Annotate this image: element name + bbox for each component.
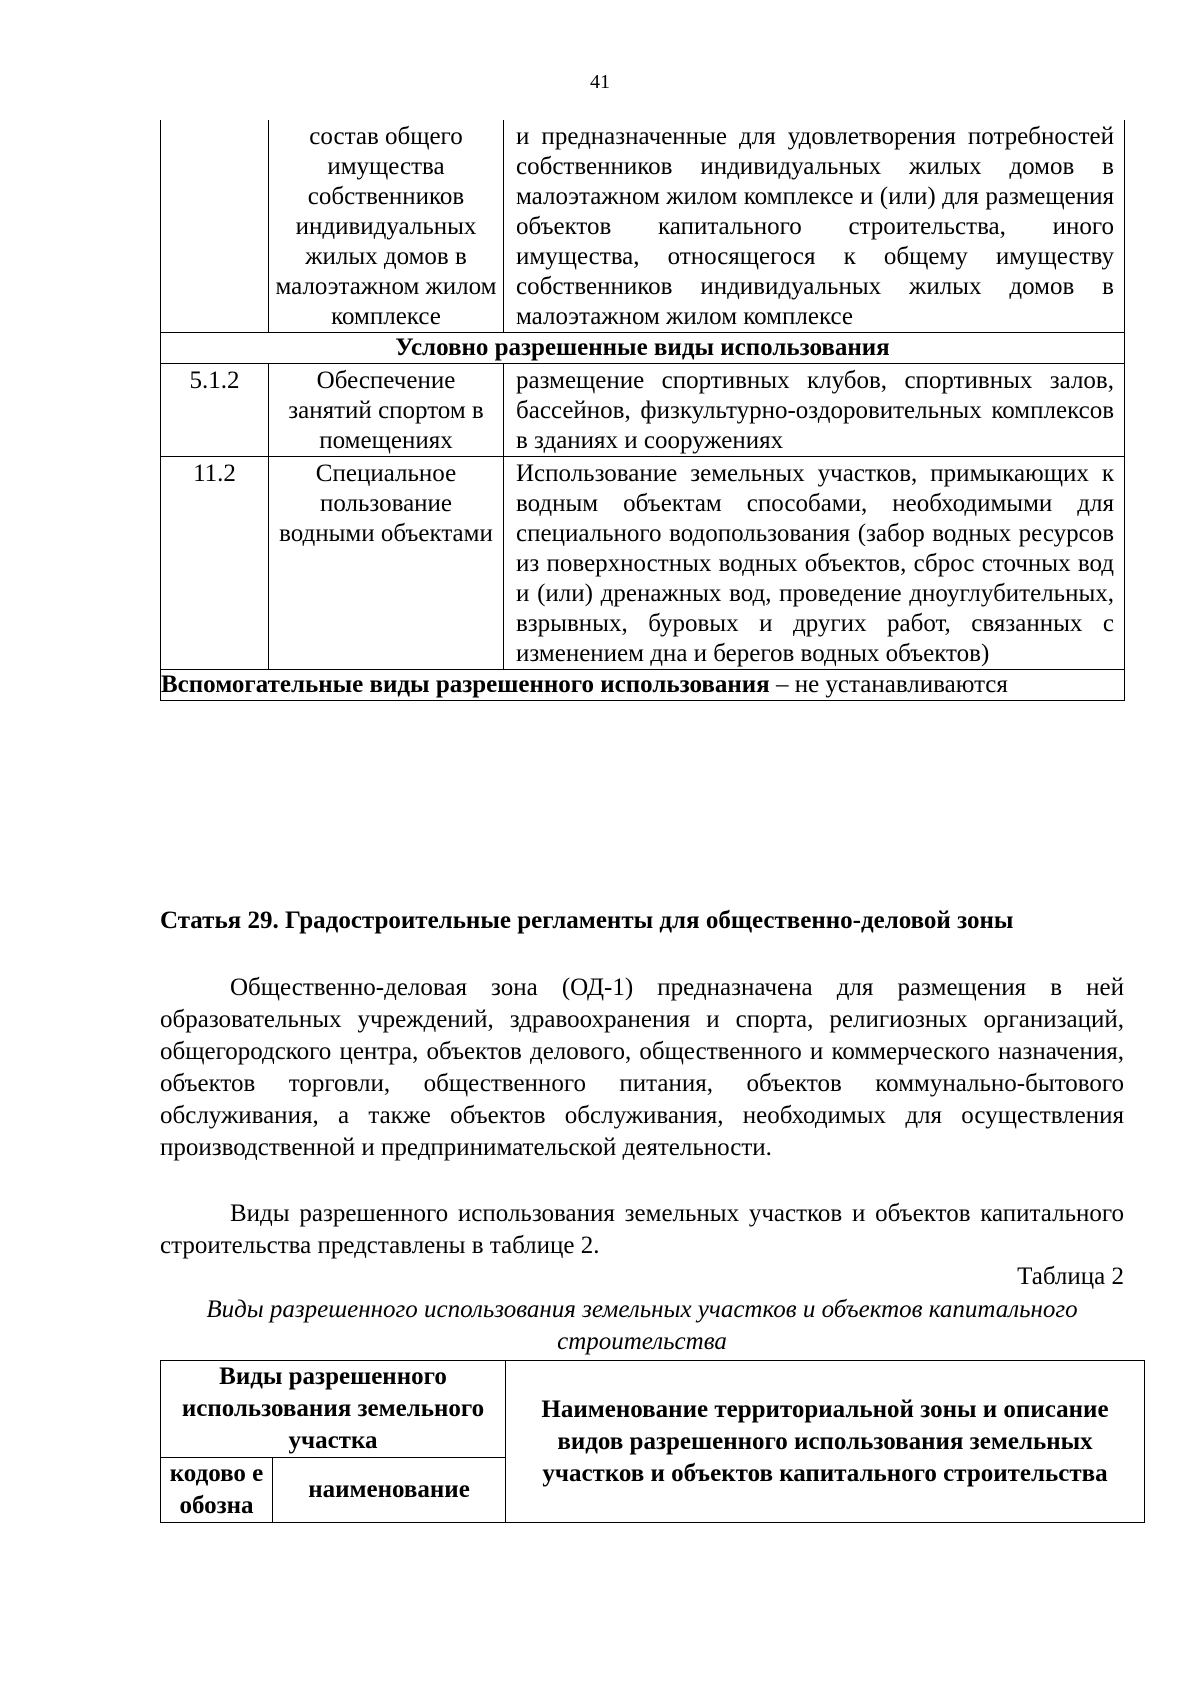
header-land-use-group: Виды разрешенного использования земельного участка (161, 1361, 506, 1458)
description-cell: размещение спортивных клубов, спортивных залов, бассейнов, физкультурно-оздоровительных комплексов в зданиях и сооружениях (504, 364, 1125, 457)
page-number: 41 (590, 71, 610, 93)
table-row (161, 457, 1125, 670)
auxiliary-uses-note (161, 670, 1125, 701)
description-cell: Использование земельных участков, примыкающих к водным объектам способами, необходимыми для специального водопользования (забор водных ресурсов из поверхностных водных объектов, сброс сточных вод и (или) дренажных вод, проведение дноуглубительных, взрывных, буровых и других работ, связанных с изменением дна и берегов водных объектов) (504, 457, 1125, 670)
header-name: наименование (273, 1458, 506, 1523)
article-title: Статья 29. Градостроительные регламенты для общественно-деловой зоны (160, 907, 1014, 934)
header-zone-description: Наименование территориальной зоны и описание видов разрешенного использования земельных участков и объектов капитального строительства (506, 1361, 1145, 1523)
description-cell: и предназначенные для удовлетворения потребностей собственников индивидуальных жилых домов в малоэтажном жилом комплексе и (или) для размещения объектов капитального строительства, иного имущества, относящегося к общему имуществу собственников индивидуальных жилых домов в малоэтажном жилом комплексе (504, 120, 1125, 333)
land-use-table-2 (160, 1360, 1145, 1523)
table-row (161, 364, 1125, 457)
name-cell: Специальное пользование водными объектами (269, 457, 504, 670)
code-cell: 11.2 (161, 457, 269, 670)
name-cell: состав общего имущества собственников индивидуальных жилых домов в малоэтажном жилом комплексе (269, 120, 504, 333)
article-paragraph-2: Виды разрешенного использования земельных участков и объектов капитального строительства представлены в таблице 2. (160, 1200, 1124, 1259)
auxiliary-uses-value: – не устанавливаются (769, 671, 1008, 698)
section-header-row (161, 333, 1125, 364)
code-cell: 5.1.2 (161, 364, 269, 457)
auxiliary-uses-label: Вспомогательные виды разрешенного использования (161, 671, 770, 698)
name-cell: Обеспечение занятий спортом в помещениях (269, 364, 504, 457)
table-header-row (161, 1361, 1145, 1458)
section-conditional-uses: Условно разрешенные виды использования (161, 333, 1125, 364)
footer-row (161, 670, 1125, 701)
article-paragraph-1: Общественно-деловая зона (ОД-1) предназначена для размещения в ней образовательных учреждений, здравоохранения и спорта, религиозных организаций, общегородского центра, объектов делового, общественного и коммерческого назначения, объектов торговли, общественного питания, объектов коммунально-бытового обслуживания, а также объектов обслуживания, необходимых для осуществления производственной и предпринимательской деятельности. (160, 974, 1124, 1161)
table-caption: Виды разрешенного использования земельных участков и объектов капитального строительства (206, 1296, 1078, 1355)
table-label: Таблица 2 (1017, 1263, 1124, 1290)
table-row (161, 120, 1125, 333)
header-code: кодово е обозна (161, 1458, 273, 1523)
land-use-table-continued (160, 120, 1125, 701)
code-cell (161, 120, 269, 333)
